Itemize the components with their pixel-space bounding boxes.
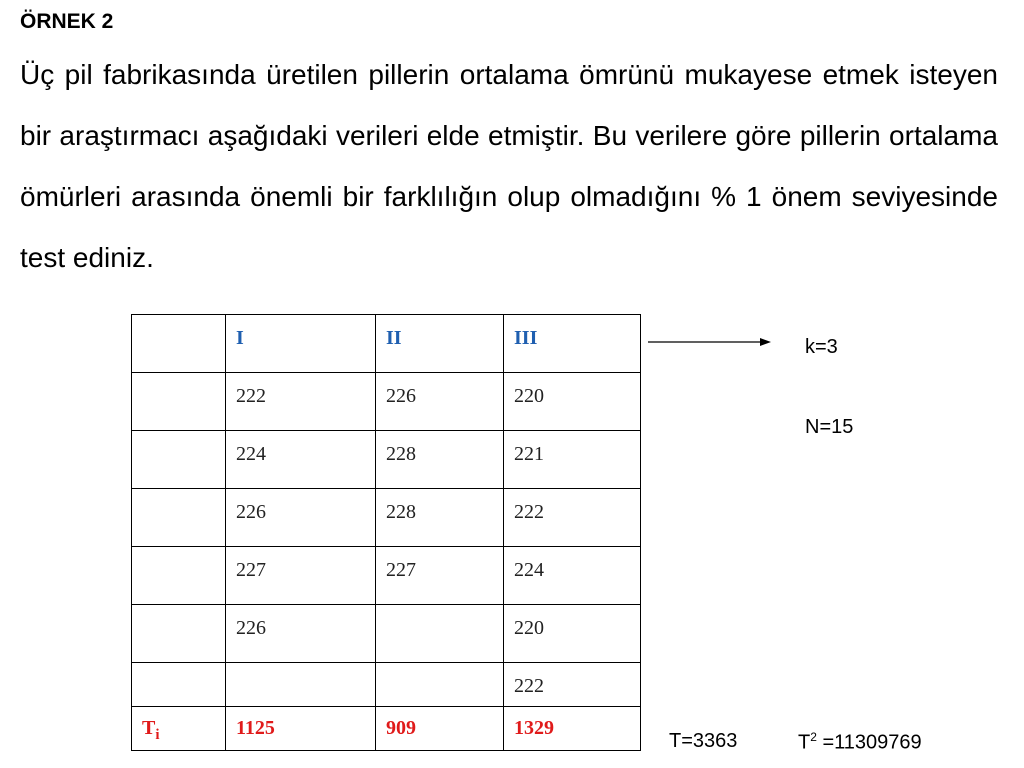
table-row	[132, 431, 641, 489]
sample-size-n: N=15	[805, 416, 854, 438]
table-cell: 228	[376, 431, 504, 489]
table-cell: 228	[376, 489, 504, 547]
grand-total-t: T=3363	[669, 730, 738, 752]
table-row	[132, 547, 641, 605]
table-cell: 220	[504, 605, 641, 663]
table-row	[132, 373, 641, 431]
table-cell	[226, 663, 376, 707]
t2-value: =11309769	[816, 731, 922, 754]
table-cell: 226	[226, 605, 376, 663]
t2-exponent: 2	[810, 730, 817, 744]
table-cell: 222	[504, 489, 641, 547]
totals-label-cell	[132, 707, 226, 751]
table-cell: 222	[226, 373, 376, 431]
example-title: ÖRNEK 2	[20, 10, 114, 33]
totals-label: T	[142, 717, 156, 739]
header-cell-factory-1: I	[226, 315, 376, 373]
table-cell: 221	[504, 431, 641, 489]
t2-base: T	[798, 731, 811, 754]
table-cell: 222	[504, 663, 641, 707]
table-cell: 227	[376, 547, 504, 605]
table-header-row	[132, 315, 641, 373]
table-row	[132, 605, 641, 663]
problem-text: Üç pil fabrikasında üretilen pillerin ortalama ömrünü mukayese etmek isteyen bir araştırmacı aşağıdaki verileri elde etmiştir. Bu verilere göre pillerin ortalama ömürleri arasında önemli bir farklılığın olup olmadığını % 1 önem seviyesinde test ediniz.	[20, 59, 998, 273]
table-cell: 220	[504, 373, 641, 431]
totals-row	[132, 707, 641, 751]
table-row	[132, 489, 641, 547]
table-cell	[132, 547, 226, 605]
table-cell: 224	[504, 547, 641, 605]
total-cell-factory-1: 1125	[226, 707, 376, 751]
table-cell: 226	[376, 373, 504, 431]
table-cell	[132, 489, 226, 547]
total-cell-factory-3: 1329	[504, 707, 641, 751]
header-cell-factory-3: III	[504, 315, 641, 373]
totals-label-subscript: i	[155, 727, 160, 743]
header-cell-empty	[132, 315, 226, 373]
group-count-k: k=3	[805, 336, 838, 358]
table-cell	[376, 605, 504, 663]
total-cell-factory-2: 909	[376, 707, 504, 751]
table-cell	[132, 431, 226, 489]
battery-life-table	[131, 314, 641, 751]
table-cell	[376, 663, 504, 707]
arrow-right-icon	[648, 335, 773, 349]
grand-total-squared	[798, 730, 922, 755]
table-cell	[132, 663, 226, 707]
table-cell: 226	[226, 489, 376, 547]
table-cell	[132, 605, 226, 663]
header-cell-factory-2: II	[376, 315, 504, 373]
table-row	[132, 663, 641, 707]
table-cell: 227	[226, 547, 376, 605]
table-cell: 224	[226, 431, 376, 489]
table-cell	[132, 373, 226, 431]
